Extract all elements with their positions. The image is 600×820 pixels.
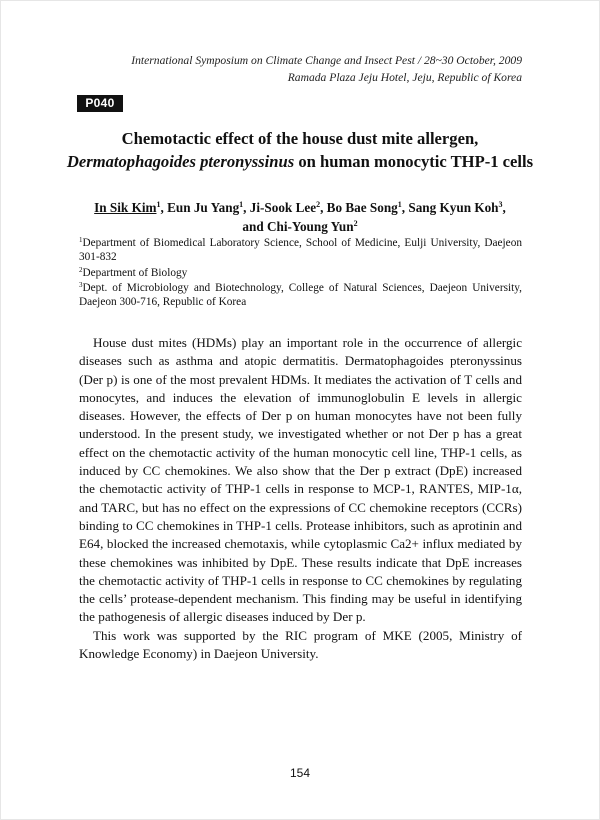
paper-title-line2 — [60, 150, 540, 173]
author-name: Sang Kyun Koh — [408, 200, 499, 215]
author-name: Eun Ju Yang — [167, 200, 240, 215]
affiliation-item — [79, 281, 522, 310]
author-affiliation-mark: 1 — [156, 200, 161, 209]
author-separator: , — [320, 200, 327, 215]
paper-title-line2-rest: on human monocytic THP-1 cells — [294, 152, 534, 171]
author-affiliation-mark: 3 — [498, 200, 503, 209]
poster-number-badge: P040 — [77, 95, 123, 112]
author-affiliation-mark: 2 — [353, 219, 358, 228]
author-affiliation-mark: 2 — [316, 200, 321, 209]
author-name: Ji-Sook Lee — [249, 200, 317, 215]
conference-header-line1: International Symposium on Climate Change and Insect Pest / 28~30 October, 2009 — [131, 54, 522, 67]
acknowledgement-paragraph: This work was supported by the RIC program of MKE (2005, Ministry of Knowledge Economy) in Daejeon University. — [79, 627, 522, 662]
affiliation-list — [79, 236, 522, 310]
author-line1 — [60, 198, 540, 217]
abstract-body — [79, 334, 522, 663]
conference-header — [131, 52, 522, 86]
author-separator: , — [401, 200, 409, 215]
author-separator: , — [502, 200, 506, 215]
affiliation-mark: 2 — [79, 265, 83, 274]
affiliation-item — [79, 236, 522, 265]
author-affiliation-mark: 1 — [397, 200, 402, 209]
paper-title-line1: Chemotactic effect of the house dust mite allergen, — [121, 129, 479, 148]
author-separator: , — [160, 200, 168, 215]
author-affiliation-mark: 1 — [239, 200, 244, 209]
abstract-paragraph: House dust mites (HDMs) play an important role in the occurrence of allergic diseases such as asthma and atopic dermatitis. Dermatophagoides pteronyssinus (Der p) is one of the most prevalent HDMs. It mediates the activation of T cells and monocytes, and induces the elevation of immunoglobulin E levels in allergic diseases. However, the effects of Der p on human monocytes have not been fully understood. In the present study, we investigated whether or not Der p has a great effect on the chemotactic activity of the human monocytic cell line, THP-1 cells, as induced by CC chemokines. We also show that the Der p extract (DpE) increased the chemotactic activity of THP-1 cells in response to MCP-1, RANTES, MIP-1α, and TARC, but has no effect on the expressions of CC chemokine receptors (CCRs) binding to CC chemokines in THP-1 cells. Protease inhibitors, such as aprotinin and E64, blocked the increased chemotaxis, while cytoplasmic Ca2+ influx mediated by these chemokines was inhibited by DpE. These results indicate that DpE increases the chemotactic activity of THP-1 cells in response to CC chemokines by regulating the cells’ protease-dependent mechanism. This finding may be useful in identifying the pathogenesis of allergic diseases induced by Der p. — [79, 335, 522, 625]
conference-header-line2: Ramada Plaza Jeju Hotel, Jeju, Republic of Korea — [287, 71, 522, 84]
affiliation-text: Dept. of Microbiology and Biotechnology, College of Natural Sciences, Daejeon University, Daejeon 300-716, Republic of Korea — [79, 281, 522, 309]
affiliation-text: Department of Biomedical Laboratory Science, School of Medicine, Eulji University, Daejeon 301-832 — [79, 237, 522, 264]
author-list — [60, 198, 540, 236]
author-separator: , — [243, 200, 250, 215]
affiliation-item — [79, 266, 522, 280]
author-name: and Chi-Young Yun — [242, 219, 354, 234]
affiliation-mark: 1 — [79, 236, 83, 244]
author-name: Bo Bae Song — [326, 200, 398, 215]
paper-title — [60, 127, 540, 173]
species-name: Dermatophagoides pteronyssinus — [66, 152, 295, 171]
author-name: In Sik Kim — [94, 200, 157, 215]
author-line2 — [60, 217, 540, 236]
page-number: 154 — [289, 766, 311, 780]
affiliation-mark: 3 — [79, 280, 83, 289]
affiliation-text: Department of Biology — [82, 266, 188, 279]
